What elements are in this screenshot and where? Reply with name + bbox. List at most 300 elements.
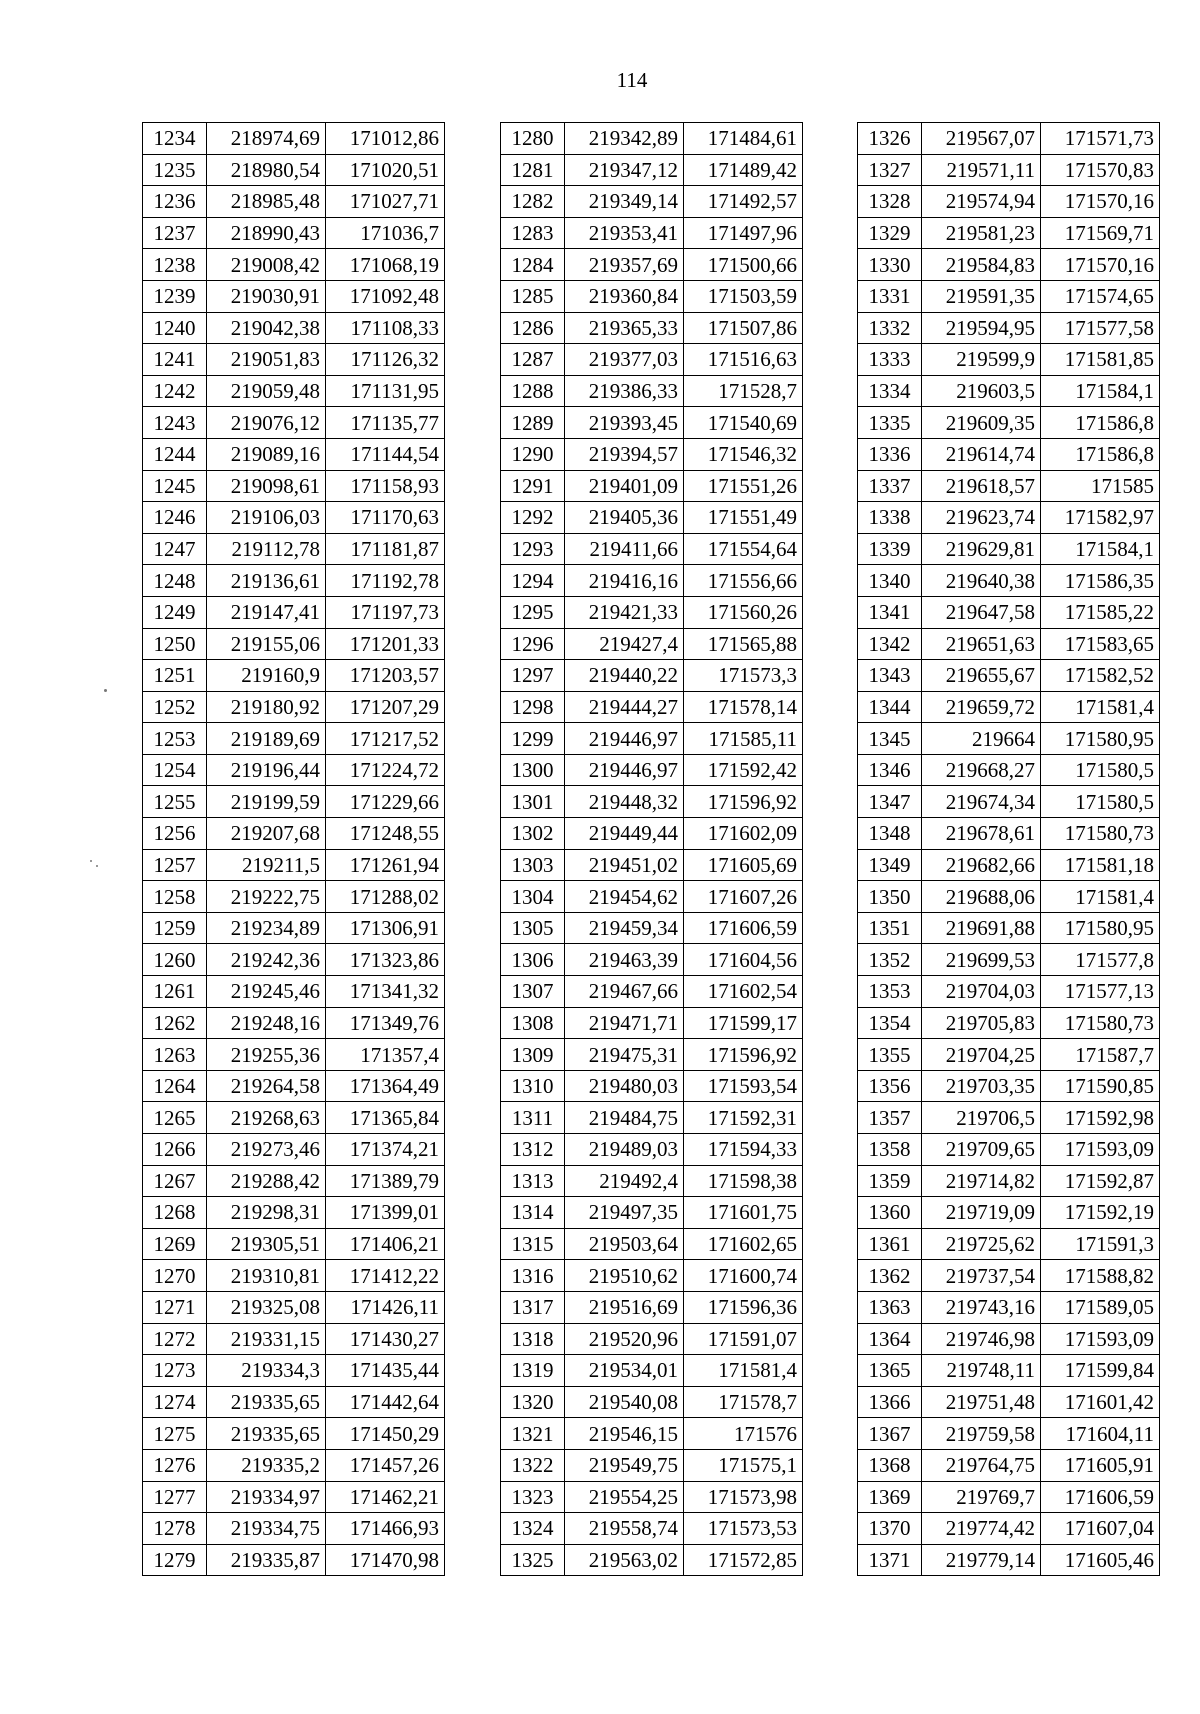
table-row — [501, 786, 803, 818]
x-coordinate-cell: 219411,66 — [565, 533, 684, 565]
table-row — [858, 502, 1160, 534]
table-row — [501, 944, 803, 976]
point-number-cell: 1339 — [858, 533, 922, 565]
y-coordinate-cell: 171600,74 — [684, 1260, 803, 1292]
x-coordinate-cell: 219492,4 — [565, 1165, 684, 1197]
y-coordinate-cell: 171596,92 — [684, 1039, 803, 1071]
x-coordinate-cell: 219459,34 — [565, 912, 684, 944]
point-number-cell: 1308 — [501, 1007, 565, 1039]
point-number-cell: 1311 — [501, 1102, 565, 1134]
point-number-cell: 1365 — [858, 1355, 922, 1387]
point-number-cell: 1355 — [858, 1039, 922, 1071]
y-coordinate-cell: 171426,11 — [326, 1291, 445, 1323]
x-coordinate-cell: 219446,97 — [565, 723, 684, 755]
x-coordinate-cell: 219688,06 — [922, 881, 1041, 913]
y-coordinate-cell: 171323,86 — [326, 944, 445, 976]
y-coordinate-cell: 171108,33 — [326, 312, 445, 344]
table-row — [858, 881, 1160, 913]
table-row — [501, 912, 803, 944]
x-coordinate-cell: 219089,16 — [207, 438, 326, 470]
point-number-cell: 1315 — [501, 1228, 565, 1260]
point-number-cell: 1264 — [143, 1070, 207, 1102]
table-row — [858, 470, 1160, 502]
table-row — [858, 1228, 1160, 1260]
table-row — [858, 565, 1160, 597]
x-coordinate-cell: 219042,38 — [207, 312, 326, 344]
point-number-cell: 1359 — [858, 1165, 922, 1197]
x-coordinate-cell: 219703,35 — [922, 1070, 1041, 1102]
x-coordinate-cell: 219106,03 — [207, 502, 326, 534]
y-coordinate-cell: 171593,09 — [1041, 1323, 1160, 1355]
table-row — [143, 754, 445, 786]
point-number-cell: 1343 — [858, 660, 922, 692]
table-row — [858, 849, 1160, 881]
y-coordinate-cell: 171573,3 — [684, 660, 803, 692]
table-row — [143, 881, 445, 913]
y-coordinate-cell: 171556,66 — [684, 565, 803, 597]
x-coordinate-cell: 219207,68 — [207, 818, 326, 850]
table-row — [143, 502, 445, 534]
table-row — [501, 375, 803, 407]
x-coordinate-cell: 219405,36 — [565, 502, 684, 534]
y-coordinate-cell: 171560,26 — [684, 596, 803, 628]
point-number-cell: 1285 — [501, 280, 565, 312]
y-coordinate-cell: 171586,8 — [1041, 438, 1160, 470]
x-coordinate-cell: 219342,89 — [565, 123, 684, 155]
point-number-cell: 1262 — [143, 1007, 207, 1039]
y-coordinate-cell: 171503,59 — [684, 280, 803, 312]
table-row — [858, 344, 1160, 376]
point-number-cell: 1336 — [858, 438, 922, 470]
x-coordinate-cell: 219746,98 — [922, 1323, 1041, 1355]
point-number-cell: 1298 — [501, 691, 565, 723]
table-row — [501, 881, 803, 913]
point-number-cell: 1331 — [858, 280, 922, 312]
point-number-cell: 1354 — [858, 1007, 922, 1039]
x-coordinate-cell: 219242,36 — [207, 944, 326, 976]
y-coordinate-cell: 171585,11 — [684, 723, 803, 755]
y-coordinate-cell: 171341,32 — [326, 976, 445, 1008]
x-coordinate-cell: 219480,03 — [565, 1070, 684, 1102]
y-coordinate-cell: 171596,36 — [684, 1291, 803, 1323]
x-coordinate-cell: 219334,97 — [207, 1481, 326, 1513]
point-number-cell: 1255 — [143, 786, 207, 818]
point-number-cell: 1300 — [501, 754, 565, 786]
x-coordinate-cell: 219546,15 — [565, 1418, 684, 1450]
y-coordinate-cell: 171489,42 — [684, 154, 803, 186]
point-number-cell: 1360 — [858, 1197, 922, 1229]
table-row — [501, 596, 803, 628]
point-number-cell: 1253 — [143, 723, 207, 755]
point-number-cell: 1363 — [858, 1291, 922, 1323]
table-row — [143, 912, 445, 944]
x-coordinate-cell: 218974,69 — [207, 123, 326, 155]
y-coordinate-cell: 171607,04 — [1041, 1513, 1160, 1545]
table-row — [858, 912, 1160, 944]
x-coordinate-cell: 219454,62 — [565, 881, 684, 913]
table-row — [143, 1513, 445, 1545]
point-number-cell: 1294 — [501, 565, 565, 597]
x-coordinate-cell: 219484,75 — [565, 1102, 684, 1134]
x-coordinate-cell: 219325,08 — [207, 1291, 326, 1323]
point-number-cell: 1296 — [501, 628, 565, 660]
point-number-cell: 1246 — [143, 502, 207, 534]
y-coordinate-cell: 171588,82 — [1041, 1260, 1160, 1292]
point-number-cell: 1273 — [143, 1355, 207, 1387]
table-row — [143, 1070, 445, 1102]
point-number-cell: 1241 — [143, 344, 207, 376]
y-coordinate-cell: 171605,69 — [684, 849, 803, 881]
y-coordinate-cell: 171442,64 — [326, 1386, 445, 1418]
point-number-cell: 1278 — [143, 1513, 207, 1545]
y-coordinate-cell: 171604,56 — [684, 944, 803, 976]
table-row — [858, 1039, 1160, 1071]
table-row — [858, 1418, 1160, 1450]
x-coordinate-cell: 219268,63 — [207, 1102, 326, 1134]
y-coordinate-cell: 171570,83 — [1041, 154, 1160, 186]
y-coordinate-cell: 171412,22 — [326, 1260, 445, 1292]
point-number-cell: 1239 — [143, 280, 207, 312]
table-row — [858, 154, 1160, 186]
x-coordinate-cell: 219534,01 — [565, 1355, 684, 1387]
x-coordinate-cell: 219273,46 — [207, 1134, 326, 1166]
x-coordinate-cell: 219394,57 — [565, 438, 684, 470]
point-number-cell: 1352 — [858, 944, 922, 976]
y-coordinate-cell: 171581,4 — [684, 1355, 803, 1387]
y-coordinate-cell: 171580,5 — [1041, 754, 1160, 786]
y-coordinate-cell: 171126,32 — [326, 344, 445, 376]
x-coordinate-cell: 219335,2 — [207, 1449, 326, 1481]
y-coordinate-cell: 171585,22 — [1041, 596, 1160, 628]
y-coordinate-cell: 171582,97 — [1041, 502, 1160, 534]
point-number-cell: 1340 — [858, 565, 922, 597]
table-row — [501, 217, 803, 249]
x-coordinate-cell: 219699,53 — [922, 944, 1041, 976]
x-coordinate-cell: 219668,27 — [922, 754, 1041, 786]
point-number-cell: 1316 — [501, 1260, 565, 1292]
table-row — [501, 1197, 803, 1229]
point-number-cell: 1238 — [143, 249, 207, 281]
x-coordinate-cell: 219098,61 — [207, 470, 326, 502]
table-row — [858, 1449, 1160, 1481]
x-coordinate-cell: 219030,91 — [207, 280, 326, 312]
y-coordinate-cell: 171594,33 — [684, 1134, 803, 1166]
y-coordinate-cell: 171604,11 — [1041, 1418, 1160, 1450]
table-row — [858, 786, 1160, 818]
y-coordinate-cell: 171601,75 — [684, 1197, 803, 1229]
point-number-cell: 1242 — [143, 375, 207, 407]
point-number-cell: 1257 — [143, 849, 207, 881]
x-coordinate-cell: 219614,74 — [922, 438, 1041, 470]
x-coordinate-cell: 219059,48 — [207, 375, 326, 407]
y-coordinate-cell: 171599,17 — [684, 1007, 803, 1039]
x-coordinate-cell: 219567,07 — [922, 123, 1041, 155]
y-coordinate-cell: 171584,1 — [1041, 533, 1160, 565]
y-coordinate-cell: 171573,53 — [684, 1513, 803, 1545]
point-number-cell: 1327 — [858, 154, 922, 186]
y-coordinate-cell: 171601,42 — [1041, 1386, 1160, 1418]
table-row — [501, 1007, 803, 1039]
y-coordinate-cell: 171581,4 — [1041, 691, 1160, 723]
x-coordinate-cell: 219471,71 — [565, 1007, 684, 1039]
y-coordinate-cell: 171580,73 — [1041, 1007, 1160, 1039]
y-coordinate-cell: 171607,26 — [684, 881, 803, 913]
y-coordinate-cell: 171577,58 — [1041, 312, 1160, 344]
y-coordinate-cell: 171573,98 — [684, 1481, 803, 1513]
x-coordinate-cell: 219199,59 — [207, 786, 326, 818]
x-coordinate-cell: 219664 — [922, 723, 1041, 755]
point-number-cell: 1295 — [501, 596, 565, 628]
point-number-cell: 1325 — [501, 1544, 565, 1576]
point-number-cell: 1275 — [143, 1418, 207, 1450]
x-coordinate-cell: 219008,42 — [207, 249, 326, 281]
point-number-cell: 1240 — [143, 312, 207, 344]
point-number-cell: 1282 — [501, 186, 565, 218]
y-coordinate-cell: 171507,86 — [684, 312, 803, 344]
x-coordinate-cell: 219503,64 — [565, 1228, 684, 1260]
y-coordinate-cell: 171598,38 — [684, 1165, 803, 1197]
y-coordinate-cell: 171602,09 — [684, 818, 803, 850]
table-row — [858, 1197, 1160, 1229]
x-coordinate-cell: 219674,34 — [922, 786, 1041, 818]
table-row — [501, 1513, 803, 1545]
table-row — [501, 1481, 803, 1513]
x-coordinate-cell: 219334,3 — [207, 1355, 326, 1387]
table-row — [143, 1102, 445, 1134]
scan-speck — [96, 865, 98, 867]
point-number-cell: 1303 — [501, 849, 565, 881]
x-coordinate-cell: 219451,02 — [565, 849, 684, 881]
y-coordinate-cell: 171589,05 — [1041, 1291, 1160, 1323]
y-coordinate-cell: 171201,33 — [326, 628, 445, 660]
x-coordinate-cell: 219155,06 — [207, 628, 326, 660]
point-number-cell: 1286 — [501, 312, 565, 344]
y-coordinate-cell: 171288,02 — [326, 881, 445, 913]
table-row — [143, 1355, 445, 1387]
table-row — [858, 438, 1160, 470]
point-number-cell: 1346 — [858, 754, 922, 786]
y-coordinate-cell: 171570,16 — [1041, 249, 1160, 281]
point-number-cell: 1288 — [501, 375, 565, 407]
point-number-cell: 1245 — [143, 470, 207, 502]
table-row — [858, 407, 1160, 439]
x-coordinate-cell: 219554,25 — [565, 1481, 684, 1513]
y-coordinate-cell: 171092,48 — [326, 280, 445, 312]
table-row — [501, 1165, 803, 1197]
table-row — [501, 1134, 803, 1166]
point-number-cell: 1276 — [143, 1449, 207, 1481]
table-row — [143, 1165, 445, 1197]
y-coordinate-cell: 171602,54 — [684, 976, 803, 1008]
x-coordinate-cell: 219349,14 — [565, 186, 684, 218]
x-coordinate-cell: 219581,23 — [922, 217, 1041, 249]
y-coordinate-cell: 171131,95 — [326, 375, 445, 407]
table-row — [143, 1197, 445, 1229]
y-coordinate-cell: 171602,65 — [684, 1228, 803, 1260]
point-number-cell: 1274 — [143, 1386, 207, 1418]
x-coordinate-cell: 219659,72 — [922, 691, 1041, 723]
y-coordinate-cell: 171528,7 — [684, 375, 803, 407]
x-coordinate-cell: 219196,44 — [207, 754, 326, 786]
y-coordinate-cell: 171546,32 — [684, 438, 803, 470]
table-row — [143, 565, 445, 597]
y-coordinate-cell: 171576 — [684, 1418, 803, 1450]
point-number-cell: 1302 — [501, 818, 565, 850]
point-number-cell: 1358 — [858, 1134, 922, 1166]
table-row — [858, 596, 1160, 628]
y-coordinate-cell: 171590,85 — [1041, 1070, 1160, 1102]
table-row — [501, 1544, 803, 1576]
point-number-cell: 1351 — [858, 912, 922, 944]
point-number-cell: 1318 — [501, 1323, 565, 1355]
y-coordinate-cell: 171357,4 — [326, 1039, 445, 1071]
table-row — [143, 470, 445, 502]
y-coordinate-cell: 171587,7 — [1041, 1039, 1160, 1071]
x-coordinate-cell: 219255,36 — [207, 1039, 326, 1071]
table-row — [858, 691, 1160, 723]
point-number-cell: 1281 — [501, 154, 565, 186]
x-coordinate-cell: 219360,84 — [565, 280, 684, 312]
table-row — [501, 849, 803, 881]
x-coordinate-cell: 219449,44 — [565, 818, 684, 850]
table-row — [501, 1102, 803, 1134]
point-number-cell: 1265 — [143, 1102, 207, 1134]
y-coordinate-cell: 171580,95 — [1041, 723, 1160, 755]
x-coordinate-cell: 219549,75 — [565, 1449, 684, 1481]
table-row — [143, 818, 445, 850]
point-number-cell: 1258 — [143, 881, 207, 913]
table-row — [143, 344, 445, 376]
x-coordinate-cell: 219647,58 — [922, 596, 1041, 628]
y-coordinate-cell: 171364,49 — [326, 1070, 445, 1102]
x-coordinate-cell: 219467,66 — [565, 976, 684, 1008]
y-coordinate-cell: 171497,96 — [684, 217, 803, 249]
point-number-cell: 1304 — [501, 881, 565, 913]
point-number-cell: 1332 — [858, 312, 922, 344]
table-row — [501, 976, 803, 1008]
x-coordinate-cell: 219737,54 — [922, 1260, 1041, 1292]
point-number-cell: 1337 — [858, 470, 922, 502]
x-coordinate-cell: 219288,42 — [207, 1165, 326, 1197]
point-number-cell: 1334 — [858, 375, 922, 407]
point-number-cell: 1342 — [858, 628, 922, 660]
table-row — [143, 1323, 445, 1355]
y-coordinate-cell: 171430,27 — [326, 1323, 445, 1355]
x-coordinate-cell: 219769,7 — [922, 1481, 1041, 1513]
table-row — [858, 186, 1160, 218]
y-coordinate-cell: 171554,64 — [684, 533, 803, 565]
point-number-cell: 1236 — [143, 186, 207, 218]
table-row — [501, 1291, 803, 1323]
y-coordinate-cell: 171581,4 — [1041, 881, 1160, 913]
y-coordinate-cell: 171181,87 — [326, 533, 445, 565]
x-coordinate-cell: 219629,81 — [922, 533, 1041, 565]
page-number: 114 — [616, 68, 648, 92]
point-number-cell: 1345 — [858, 723, 922, 755]
x-coordinate-cell: 219463,39 — [565, 944, 684, 976]
table-row — [143, 1228, 445, 1260]
y-coordinate-cell: 171569,71 — [1041, 217, 1160, 249]
x-coordinate-cell: 219704,03 — [922, 976, 1041, 1008]
point-number-cell: 1320 — [501, 1386, 565, 1418]
x-coordinate-cell: 219310,81 — [207, 1260, 326, 1292]
x-coordinate-cell: 219347,12 — [565, 154, 684, 186]
y-coordinate-cell: 171581,85 — [1041, 344, 1160, 376]
y-coordinate-cell: 171158,93 — [326, 470, 445, 502]
point-number-cell: 1249 — [143, 596, 207, 628]
point-number-cell: 1361 — [858, 1228, 922, 1260]
x-coordinate-cell: 219618,57 — [922, 470, 1041, 502]
table-row — [143, 1449, 445, 1481]
point-number-cell: 1271 — [143, 1291, 207, 1323]
table-row — [143, 438, 445, 470]
y-coordinate-cell: 171570,16 — [1041, 186, 1160, 218]
table-row — [858, 1291, 1160, 1323]
table-row — [501, 186, 803, 218]
y-coordinate-cell: 171217,52 — [326, 723, 445, 755]
point-number-cell: 1259 — [143, 912, 207, 944]
point-number-cell: 1306 — [501, 944, 565, 976]
point-number-cell: 1279 — [143, 1544, 207, 1576]
table-row — [143, 660, 445, 692]
y-coordinate-cell: 171135,77 — [326, 407, 445, 439]
table-row — [858, 280, 1160, 312]
x-coordinate-cell: 219743,16 — [922, 1291, 1041, 1323]
point-number-cell: 1293 — [501, 533, 565, 565]
table-row — [143, 407, 445, 439]
point-number-cell: 1297 — [501, 660, 565, 692]
table-row — [143, 849, 445, 881]
x-coordinate-cell: 219655,67 — [922, 660, 1041, 692]
point-number-cell: 1330 — [858, 249, 922, 281]
point-number-cell: 1357 — [858, 1102, 922, 1134]
x-coordinate-cell: 219335,65 — [207, 1386, 326, 1418]
table-row — [143, 1007, 445, 1039]
y-coordinate-cell: 171585 — [1041, 470, 1160, 502]
y-coordinate-cell: 171593,09 — [1041, 1134, 1160, 1166]
table-row — [858, 1007, 1160, 1039]
y-coordinate-cell: 171027,71 — [326, 186, 445, 218]
x-coordinate-cell: 219678,61 — [922, 818, 1041, 850]
table-row — [501, 723, 803, 755]
table-row — [143, 123, 445, 155]
y-coordinate-cell: 171565,88 — [684, 628, 803, 660]
x-coordinate-cell: 219651,63 — [922, 628, 1041, 660]
point-number-cell: 1244 — [143, 438, 207, 470]
x-coordinate-cell: 219189,69 — [207, 723, 326, 755]
x-coordinate-cell: 219365,33 — [565, 312, 684, 344]
table-row — [143, 1544, 445, 1576]
x-coordinate-cell: 219603,5 — [922, 375, 1041, 407]
y-coordinate-cell: 171435,44 — [326, 1355, 445, 1387]
y-coordinate-cell: 171470,98 — [326, 1544, 445, 1576]
point-number-cell: 1299 — [501, 723, 565, 755]
x-coordinate-cell: 219112,78 — [207, 533, 326, 565]
point-number-cell: 1353 — [858, 976, 922, 1008]
point-number-cell: 1237 — [143, 217, 207, 249]
x-coordinate-cell: 219691,88 — [922, 912, 1041, 944]
y-coordinate-cell: 171306,91 — [326, 912, 445, 944]
y-coordinate-cell: 171591,3 — [1041, 1228, 1160, 1260]
point-number-cell: 1310 — [501, 1070, 565, 1102]
y-coordinate-cell: 171574,65 — [1041, 280, 1160, 312]
point-number-cell: 1314 — [501, 1197, 565, 1229]
point-number-cell: 1350 — [858, 881, 922, 913]
table-row — [143, 976, 445, 1008]
y-coordinate-cell: 171571,73 — [1041, 123, 1160, 155]
x-coordinate-cell: 219416,16 — [565, 565, 684, 597]
point-number-cell: 1289 — [501, 407, 565, 439]
